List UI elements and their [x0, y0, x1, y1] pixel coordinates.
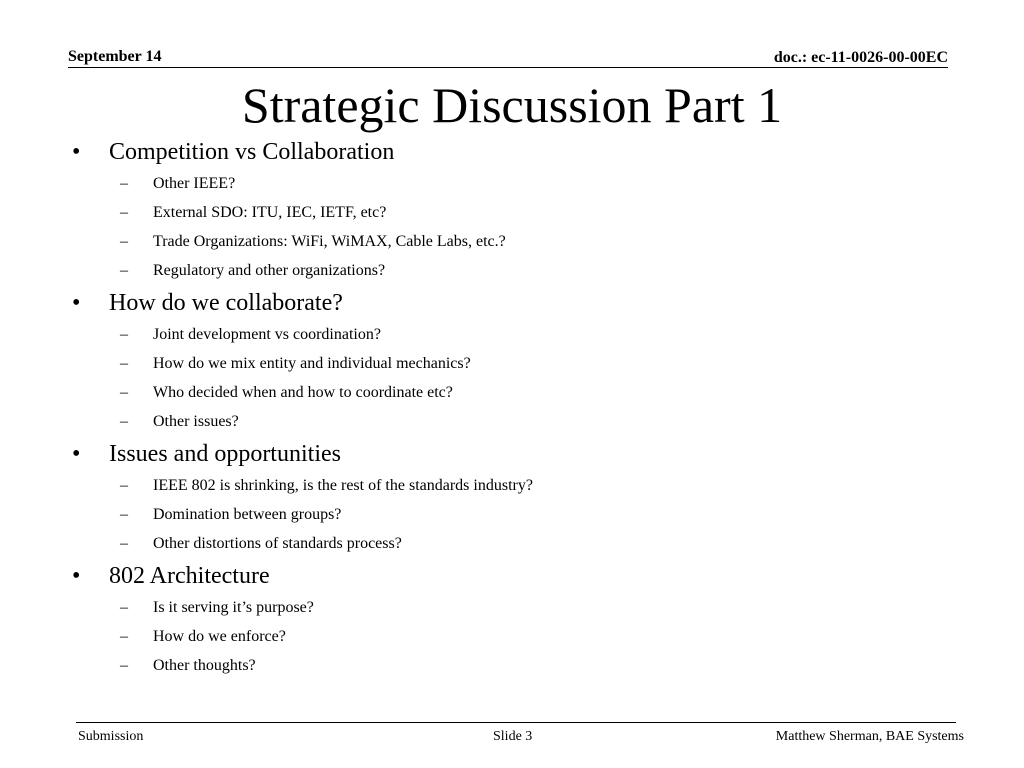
- sub-bullet-text: Who decided when and how to coordinate etc?: [153, 384, 453, 401]
- bullet-item: [72, 137, 972, 167]
- slide-title: Strategic Discussion Part 1: [241, 77, 783, 133]
- bullet-glyph: •: [72, 563, 81, 589]
- bullet-item: [72, 288, 972, 318]
- bullet-text: Competition vs Collaboration: [109, 139, 395, 165]
- dash-glyph: –: [120, 599, 128, 616]
- sub-bullet-text: How do we enforce?: [153, 628, 286, 645]
- bullet-item: [72, 561, 972, 591]
- dash-glyph: –: [120, 355, 128, 372]
- sub-bullet-item: [72, 627, 972, 647]
- sub-bullet-text: External SDO: ITU, IEC, IETF, etc?: [153, 204, 387, 221]
- sub-bullet-item: [72, 232, 972, 252]
- bullet-text: 802 Architecture: [109, 563, 270, 589]
- sub-bullet-item: [72, 476, 972, 496]
- sub-bullet-item: [72, 656, 972, 676]
- sub-bullet-item: [72, 383, 972, 403]
- dash-glyph: –: [120, 657, 128, 674]
- bullet-glyph: •: [72, 139, 81, 165]
- footer-divider: [76, 722, 956, 723]
- dash-glyph: –: [120, 262, 128, 279]
- bullet-glyph: •: [72, 441, 81, 467]
- sub-bullet-text: How do we mix entity and individual mechanics?: [153, 355, 471, 372]
- sub-bullet-text: Other thoughts?: [153, 657, 256, 674]
- sub-bullet-item: [72, 261, 972, 281]
- sub-bullet-text: Other IEEE?: [153, 175, 236, 192]
- header-date: September 14: [68, 48, 162, 65]
- sub-bullet-text: Other issues?: [153, 413, 239, 430]
- bullet-text: How do we collaborate?: [109, 290, 343, 316]
- sub-bullet-item: [72, 534, 972, 554]
- dash-glyph: –: [120, 506, 128, 523]
- dash-glyph: –: [120, 204, 128, 221]
- sub-bullet-text: IEEE 802 is shrinking, is the rest of the standards industry?: [153, 477, 533, 494]
- footer-submission: Submission: [78, 729, 144, 744]
- sub-bullet-text: Domination between groups?: [153, 506, 342, 523]
- sub-bullet-text: Trade Organizations: WiFi, WiMAX, Cable Labs, etc.?: [153, 233, 506, 250]
- footer-slide-number: Slide 3: [493, 729, 533, 744]
- bullet-list: [72, 137, 972, 676]
- sub-bullet-text: Joint development vs coordination?: [153, 326, 381, 343]
- sub-bullet-item: [72, 354, 972, 374]
- dash-glyph: –: [120, 384, 128, 401]
- bullet-text: Issues and opportunities: [109, 441, 341, 467]
- dash-glyph: –: [120, 326, 128, 343]
- header-doc-id: doc.: ec-11-0026-00-00EC: [773, 49, 948, 66]
- sub-bullet-text: Regulatory and other organizations?: [153, 262, 386, 279]
- bullet-glyph: •: [72, 290, 81, 316]
- footer-author: Matthew Sherman, BAE Systems: [775, 729, 964, 744]
- dash-glyph: –: [120, 233, 128, 250]
- header-divider: [68, 67, 948, 68]
- dash-glyph: –: [120, 477, 128, 494]
- sub-bullet-item: [72, 598, 972, 618]
- sub-bullet-item: [72, 174, 972, 194]
- bullet-item: [72, 439, 972, 469]
- sub-bullet-item: [72, 203, 972, 223]
- sub-bullet-item: [72, 505, 972, 525]
- dash-glyph: –: [120, 628, 128, 645]
- sub-bullet-item: [72, 412, 972, 432]
- sub-bullet-text: Is it serving it’s purpose?: [153, 599, 314, 616]
- dash-glyph: –: [120, 175, 128, 192]
- dash-glyph: –: [120, 535, 128, 552]
- sub-bullet-item: [72, 325, 972, 345]
- dash-glyph: –: [120, 413, 128, 430]
- sub-bullet-text: Other distortions of standards process?: [153, 535, 402, 552]
